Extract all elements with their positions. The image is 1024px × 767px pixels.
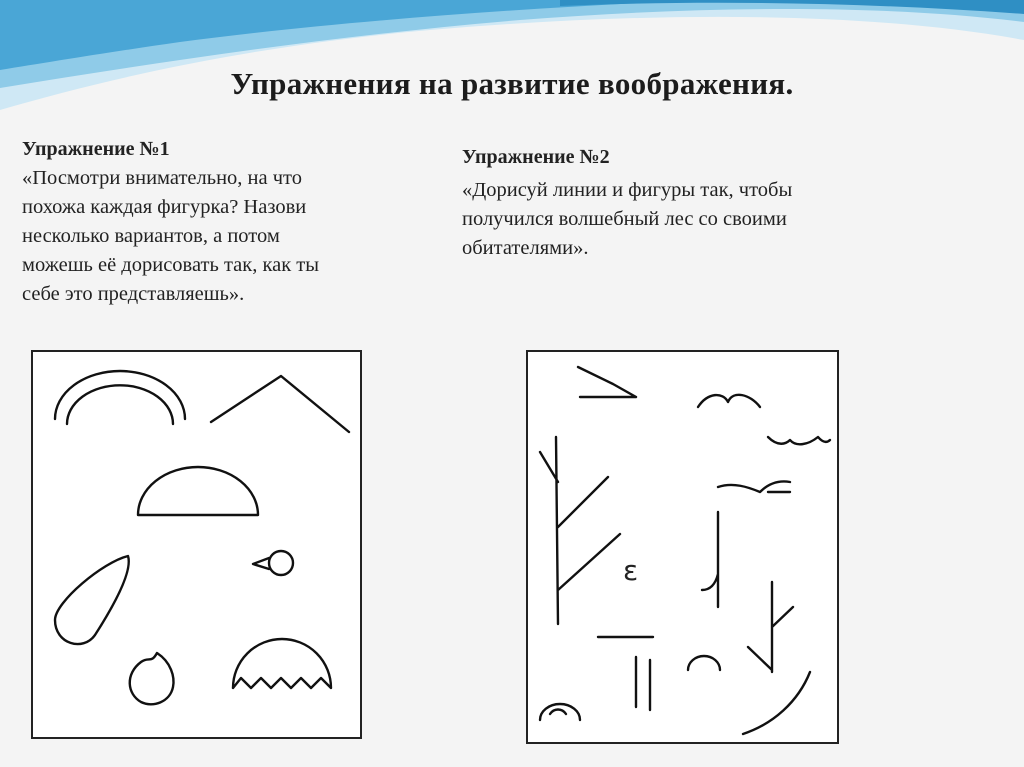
exercise-2-text: «Дорисуй линии и фигуры так, чтобы получился волшебный лес со своими обитателями». <box>462 179 793 259</box>
exercise-1-block <box>22 135 442 309</box>
exercise-1-heading: Упражнение №1 <box>22 138 170 160</box>
bottom-arc <box>540 704 580 720</box>
exercise-2-lines <box>528 352 837 742</box>
exercise-1-text: «Посмотри внимательно, на что похожа каждая фигурка? Назови несколько вариантов, а потом можешь её дорисовать так, как ты себе это представляешь». <box>22 167 320 305</box>
header-wave-decoration <box>0 0 1024 120</box>
page-title: Упражнения на развитие воображения. <box>230 66 794 101</box>
teardrop-figure <box>55 556 129 644</box>
branch-tree <box>540 437 620 624</box>
vertical-line <box>702 512 718 607</box>
semicircle-figure <box>138 467 258 515</box>
exercise-2-heading: Упражнение №2 <box>462 146 610 168</box>
exercise-2-drawing-frame <box>526 350 839 744</box>
umbrella-figure <box>233 639 331 688</box>
angle-figure <box>211 376 349 432</box>
exercise-2-block <box>462 143 932 263</box>
double-vertical-lines <box>636 657 650 710</box>
top-angle-line <box>578 367 636 397</box>
small-arc <box>688 656 720 670</box>
bird-shape-3 <box>718 481 790 492</box>
drop-figure <box>130 653 174 704</box>
exercise-1-drawing-frame <box>31 350 362 739</box>
bird-shape-1 <box>698 395 760 407</box>
epsilon-glyph: ε <box>623 554 639 587</box>
bird-shape-2 <box>768 437 830 444</box>
exercise-1-figures <box>33 352 360 737</box>
circle-with-beak-figure <box>253 551 293 575</box>
double-arc-figure <box>55 371 185 424</box>
curved-line <box>743 672 810 734</box>
small-tree <box>748 582 793 672</box>
